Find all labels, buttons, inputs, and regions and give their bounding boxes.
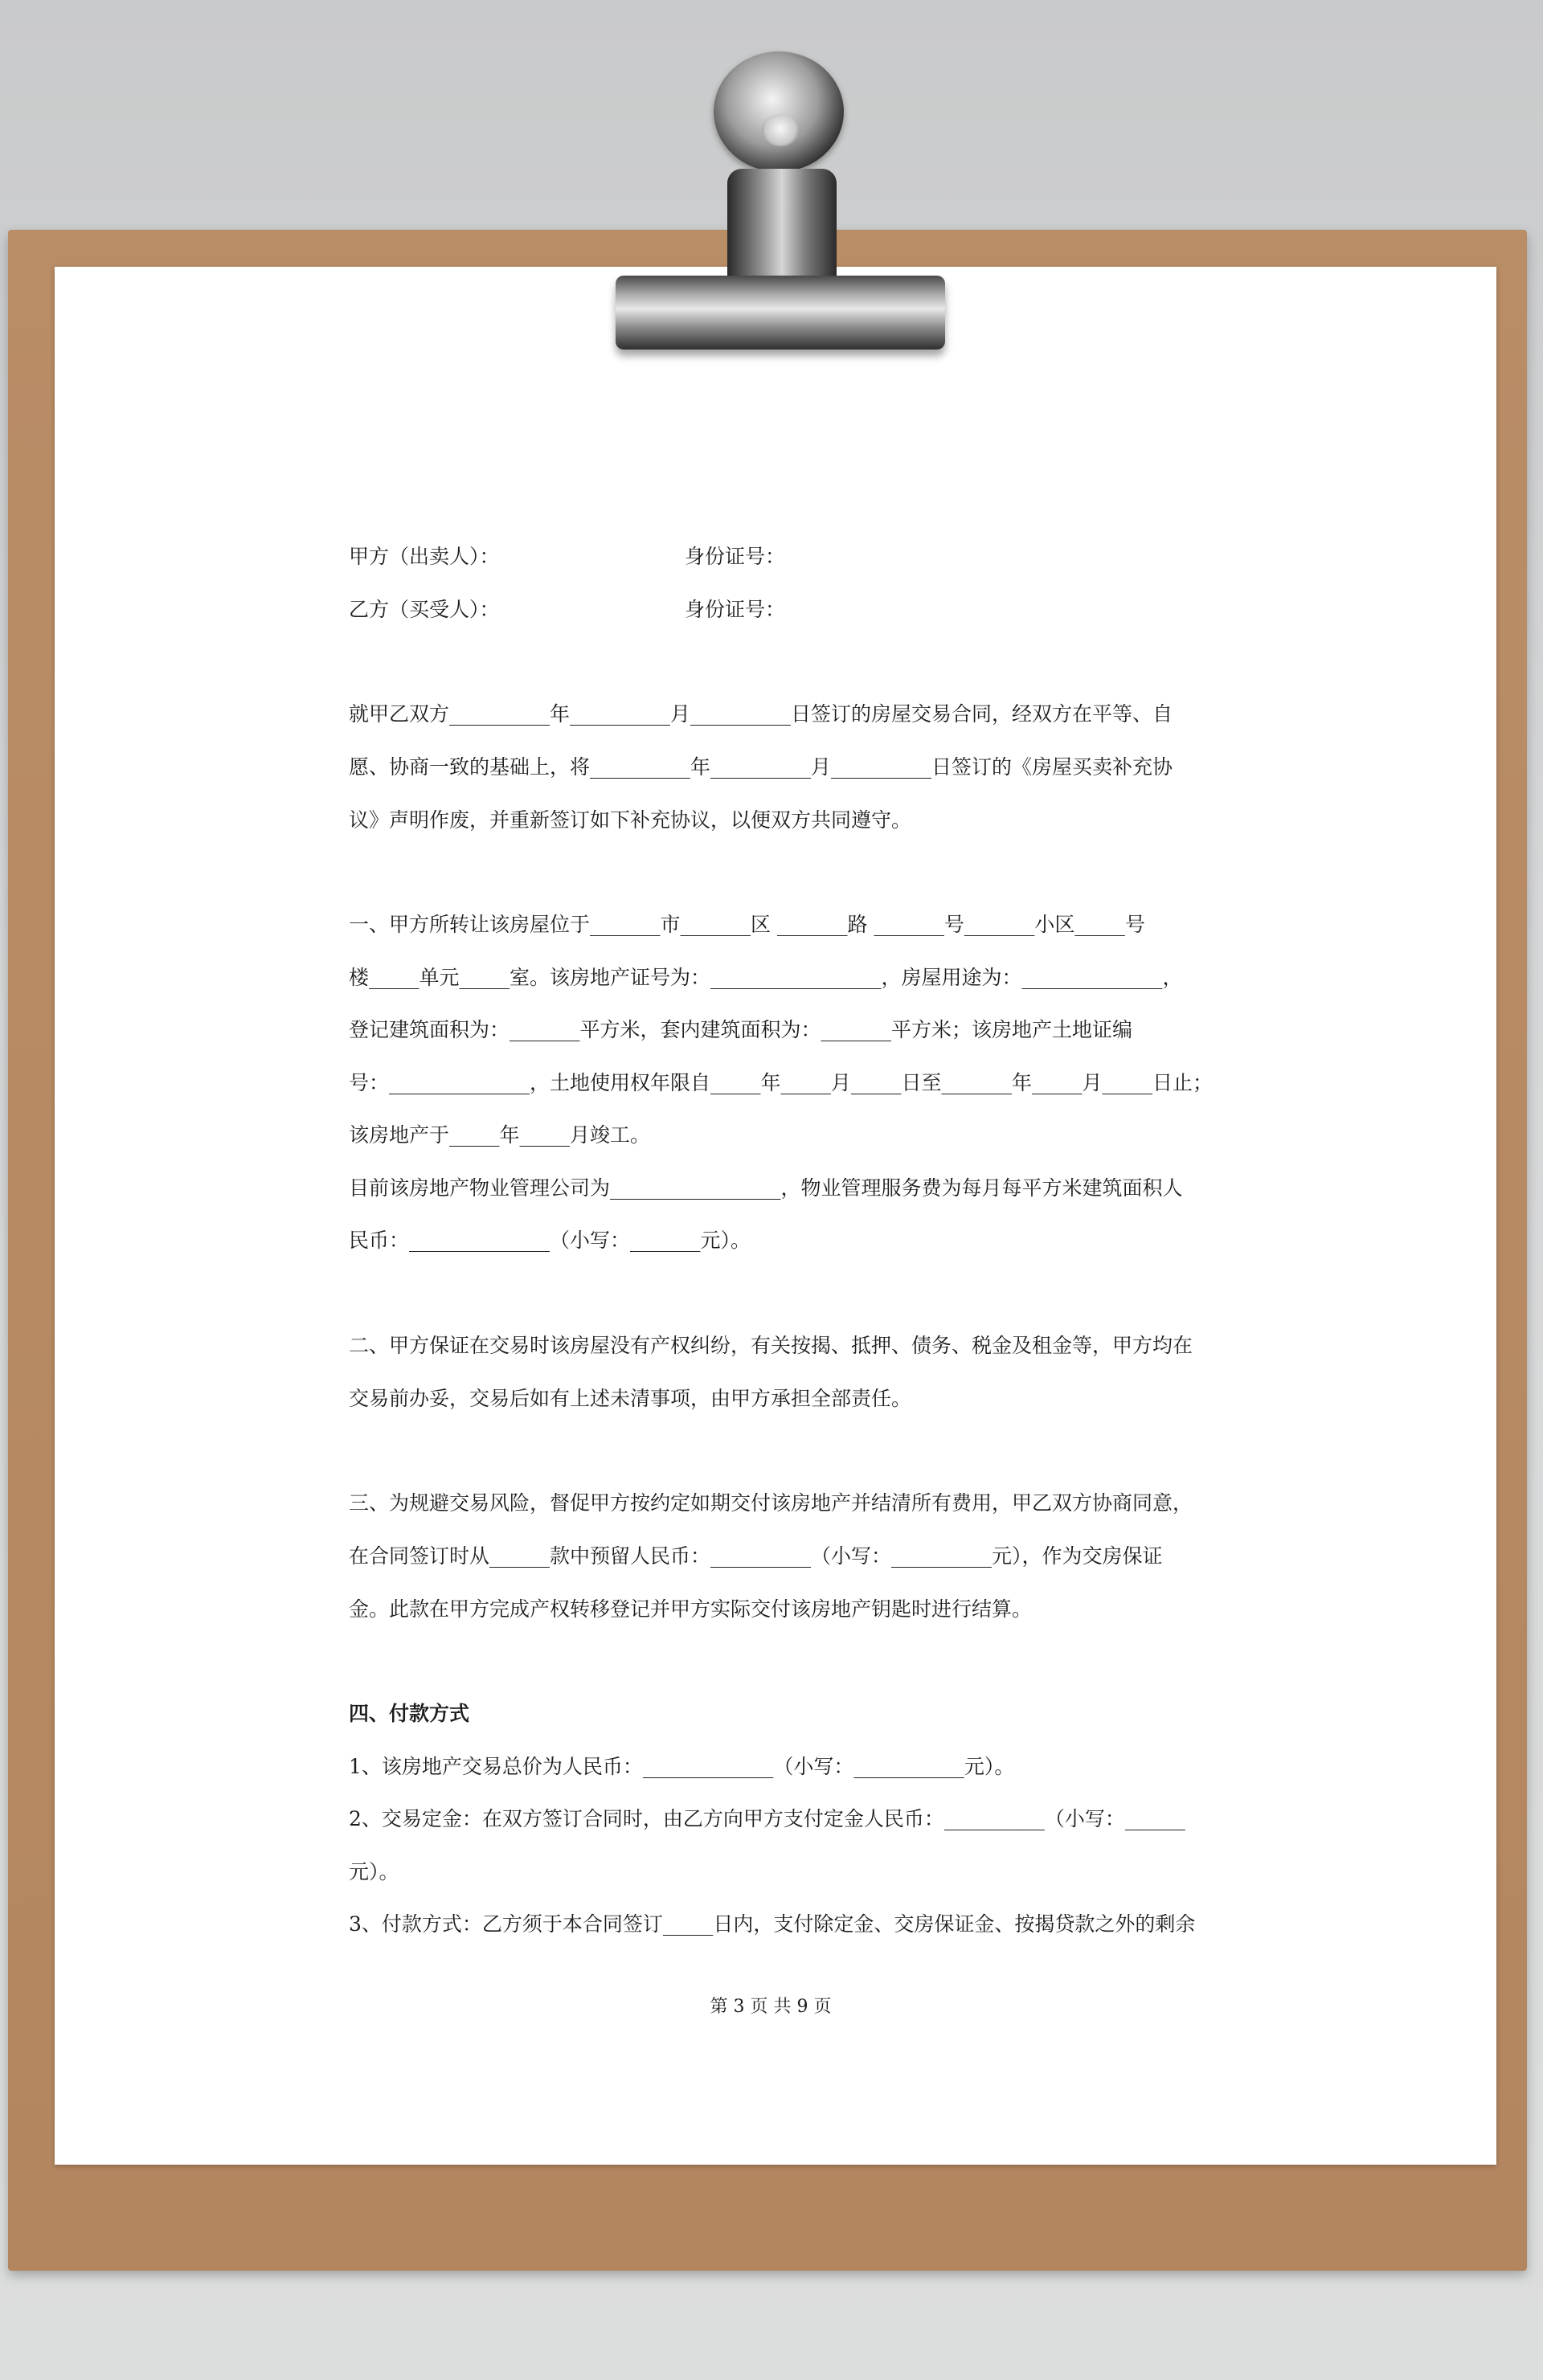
intro-line: 议》声明作废，并重新签订如下补充协议，以便双方共同遵守。 [349,808,912,832]
section2-line: 二、甲方保证在交易时该房屋没有产权纠纷，有关按揭、抵押、债务、税金及租金等，甲方均在 [349,1334,1193,1357]
intro-line: 愿、协商一致的基础上，将__________年__________月__________日签订的《房屋买卖补充协 [349,755,1173,779]
section3-line: 在合同签订时从______款中预留人民币：__________（小写：__________元），作为交房保证 [349,1544,1163,1568]
section1-line: 一、甲方所转让该房屋位于_______市_______区 _______路 _______号_______小区_____号 [349,913,1145,936]
section2-line: 交易前办妥，交易后如有上述未清事项，由甲方承担全部责任。 [349,1387,912,1410]
party-b-id-label: 身份证号： [685,598,786,621]
party-a-id-label: 身份证号： [685,545,786,568]
party-b-label: 乙方（买受人）： [349,598,500,621]
section1-line: 民币：______________（小写：_______元）。 [349,1229,751,1252]
binder-clip-hole [762,114,799,146]
party-b-row [349,596,500,624]
binder-clip-icon [714,51,844,172]
party-a-row [349,543,500,570]
section1-line: 目前该房地产物业管理公司为_________________，物业管理服务费为每月每平方米建筑面积人 [349,1176,1183,1200]
party-a-label: 甲方（出卖人）： [349,545,500,568]
binder-clip-base [616,276,945,350]
section4-line: 2、交易定金：在双方签订合同时，由乙方向甲方支付定金人民币：__________（小写：______ [349,1807,1185,1830]
section1-line: 该房地产于_____年_____月竣工。 [349,1123,651,1147]
intro-line: 就甲乙双方__________年__________月__________日签订的房屋交易合同，经双方在平等、自 [349,702,1173,726]
section4-title: 四、付款方式 [349,1702,470,1725]
section3-line: 金。此款在甲方完成产权转移登记并甲方实际交付该房地产钥匙时进行结算。 [349,1597,1033,1621]
section1-line: 楼_____单元_____室。该房地产证号为：_________________，房屋用途为：______________， [349,966,1183,989]
section4-line: 3、付款方式：乙方须于本合同签订_____日内，支付除定金、交房保证金、按揭贷款之外的剩余 [349,1912,1196,1936]
section4-line: 1、该房地产交易总价为人民币：_____________（小写：___________元）。 [349,1755,1015,1778]
section4-line: 元）。 [349,1860,399,1883]
binder-clip-neck [727,169,837,288]
section1-line: 登记建筑面积为：_______平方米，套内建筑面积为：_______平方米；该房地产土地证编 [349,1018,1133,1041]
page-number: 第 3 页 共 9 页 [710,1997,832,2017]
section1-line: 号：______________，土地使用权年限自_____年_____月_____日至_______年_____月_____日止； [349,1071,1214,1094]
section3-line: 三、为规避交易风险，督促甲方按约定如期交付该房地产并结清所有费用，甲乙双方协商同意， [349,1491,1193,1515]
